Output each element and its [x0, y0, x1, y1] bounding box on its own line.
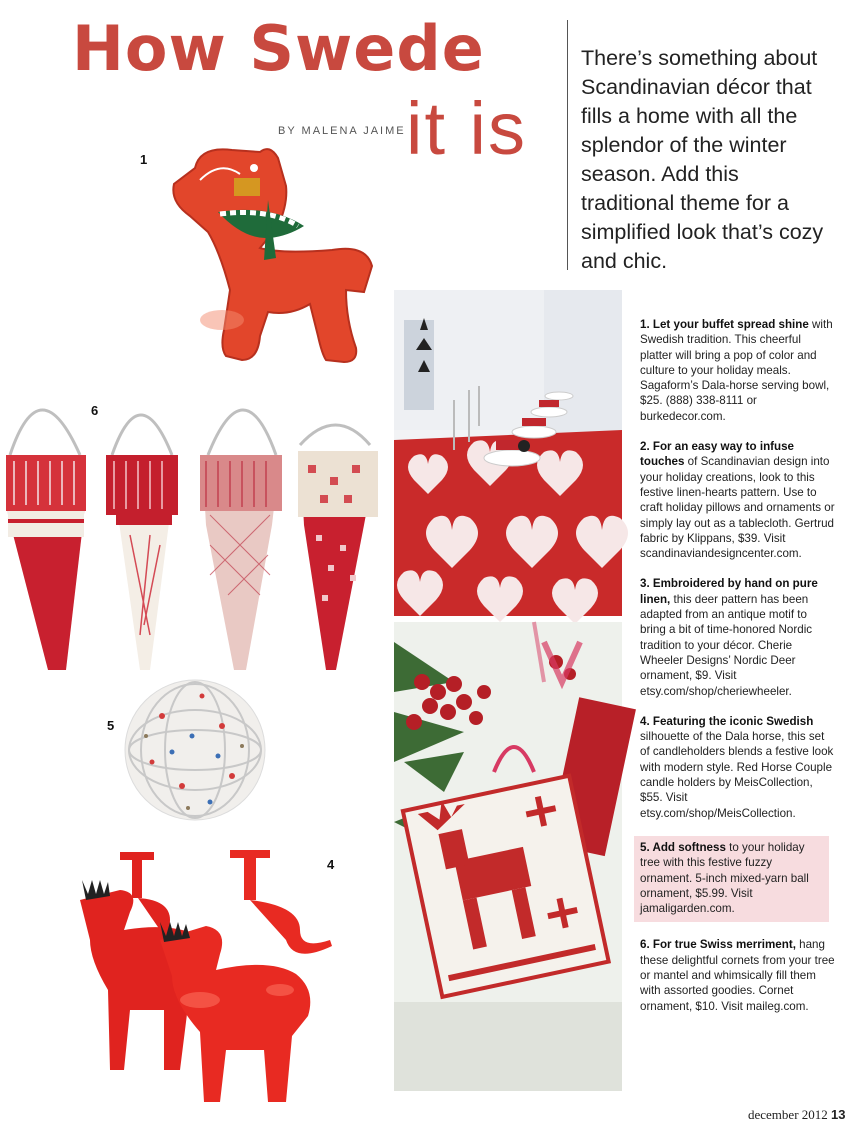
cornet-ornaments-photo	[0, 385, 385, 675]
caption-6-lead: 6. For true Swiss merriment,	[640, 938, 796, 952]
caption-1-lead: 1. Let your buffet spread shine	[640, 318, 809, 331]
caption-1	[640, 317, 835, 424]
byline: BY MALENA JAIME	[278, 125, 406, 137]
yarn-ball-ornament-photo	[122, 676, 268, 824]
caption-3-lead: 3. Embroidered by hand on pure linen,	[640, 577, 818, 606]
item-number-5: 5	[107, 718, 115, 733]
footer-issue-date: december 2012	[748, 1107, 828, 1122]
page-footer	[748, 1107, 846, 1123]
caption-6-body: hang these delightful cornets from your tree or mantel and whimsically fill them with assorted goodies. Cornet ornament, $10. Visit maileg.com.	[640, 938, 835, 1013]
caption-4-body: silhouette of the Dala horse, this set of candleholders blends a festive look with modern style. Red Horse Couple candle holders by MeisCollection, $55. Visit etsy.com/shop/MeisCollection.	[640, 730, 834, 820]
deer-ornament-photo	[394, 622, 622, 1091]
caption-2	[640, 439, 835, 561]
caption-4-lead: 4. Featuring the iconic Swedish	[640, 714, 814, 728]
caption-1-body: with Swedish tradition. This cheerful platter will bring a pop of color and culture to your holiday meals. Sagaform’s Dala-horse serving bowl, $25. (888) 338-8111 or burkedecor.com.	[640, 318, 833, 423]
caption-6	[640, 937, 835, 1013]
captions-column	[640, 317, 835, 1029]
caption-5-lead: 5. Add softness	[640, 840, 726, 854]
dala-horse-platter-photo	[160, 140, 400, 372]
item-number-6: 6	[91, 403, 99, 418]
vertical-divider	[567, 20, 568, 270]
hearts-tablecloth-photo	[394, 290, 622, 616]
item-number-4: 4	[327, 857, 335, 872]
caption-2-body: of Scandinavian design into your holiday creations, look to this festive linen-hearts pattern. Use to craft holiday pillows and ornaments or simply lay out as a tablecloth. Gertrud fabric by Klippans, $39. Visit scandinaviandesigncenter.com.	[640, 455, 835, 561]
intro-paragraph: There’s something about Scandinavian décor that fills a home with all the splendor of the winter season. Add this traditional theme for a simplified look that’s cozy and chic.	[581, 46, 824, 273]
headline-subtitle: it is	[406, 87, 527, 170]
page-number: 13	[831, 1107, 846, 1122]
caption-5-body: to your holiday tree with this festive fuzzy ornament. 5-inch mixed-yarn ball ornament, $5.99. Visit jamaligarden.com.	[640, 840, 809, 916]
horse-candleholders-photo	[60, 840, 350, 1110]
caption-4	[640, 714, 835, 821]
headline-title: How Swede	[72, 12, 485, 85]
caption-2-lead: 2. For an easy way to infuse touches	[640, 440, 794, 469]
item-number-1: 1	[140, 152, 148, 167]
caption-3	[640, 576, 835, 698]
caption-5-highlighted	[634, 836, 829, 922]
caption-3-body: this deer pattern has been adapted from an antique motif to bring a bit of time-honored Nordic tradition to your décor. Cherie Wheeler Designs’ Nordic Deer ornament, $9. Visit etsy.com/shop/cheriewheeler.	[640, 592, 813, 698]
